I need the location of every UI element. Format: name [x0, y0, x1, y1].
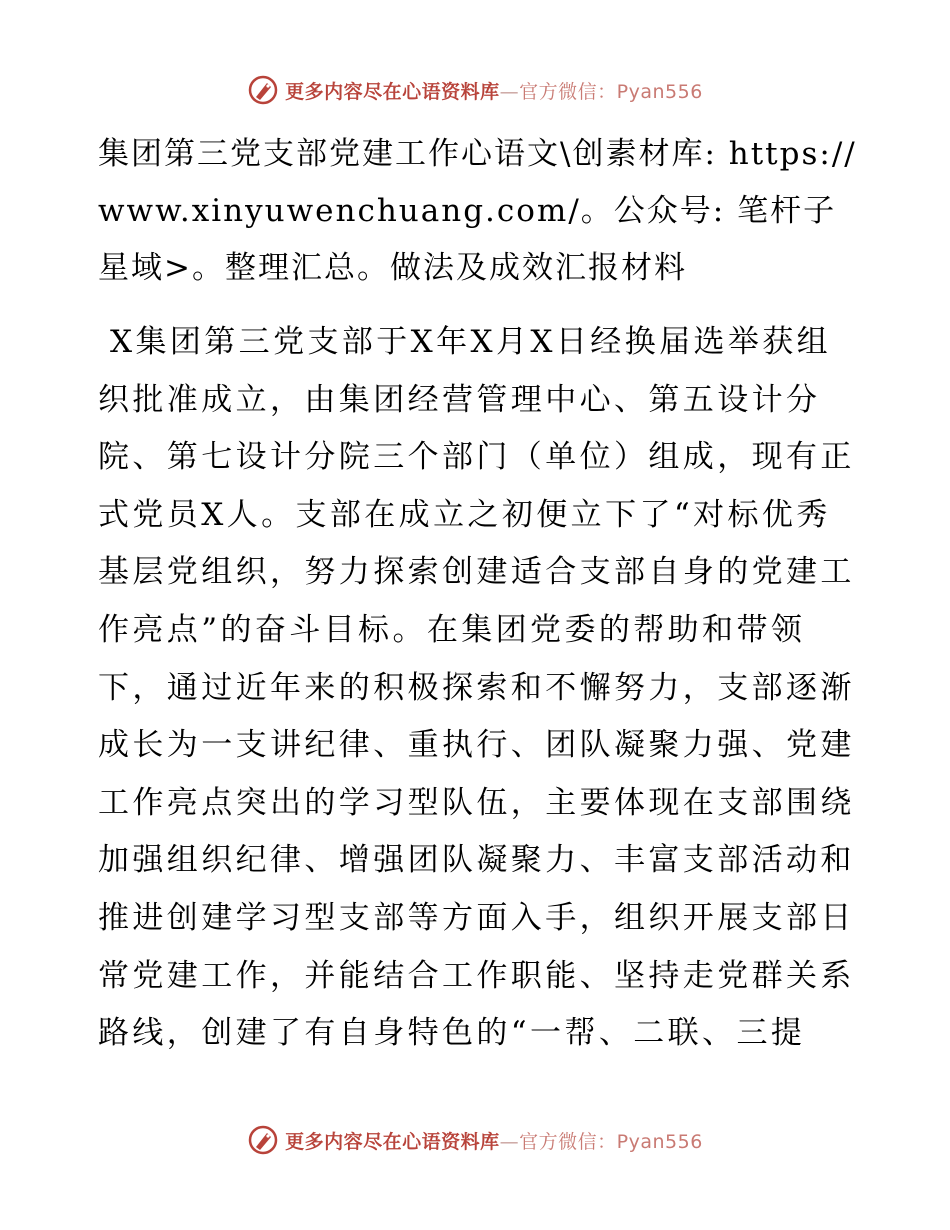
- paragraph-text: X集团第三党支部于X年X月X日经换届选举获组织批准成立，由集团经营管理中心、第五设计分院、第七设计分院三个部门（单位）组成，现有正式党员X人。支部在成立之初便立下了“对标优秀基层党组织，努力探索创建适合支部自身的党建工作亮点”的奋斗目标。在集团党委的帮助和带领下，通过近年来的积极探索和不懈努力，支部逐渐成长为一支讲纪律、重执行、团队凝聚力强、党建工作亮点突出的学习型队伍，主要体现在支部围绕加强组织纪律、增强团队凝聚力、丰富支部活动和推进创建学习型支部等方面入手，组织开展支部日常党建工作，并能结合工作职能、坚持走党群关系路线，创建了有自身特色的“一帮、二联、三提: [98, 324, 855, 1052]
- watermark-footer: [0, 1120, 950, 1160]
- pen-nib-logo-icon: [247, 74, 279, 106]
- watermark-contact: 官方微信：Pyan556: [519, 1130, 703, 1153]
- watermark-brand: 更多内容尽在心语资料库: [285, 1130, 500, 1153]
- pen-nib-logo-icon: [247, 1124, 279, 1156]
- watermark-contact: 官方微信：Pyan556: [519, 80, 703, 103]
- watermark-separator: —: [499, 80, 520, 103]
- document-title: 集团第三党支部党建工作心语文\创素材库: https://www.xinyuwenchuang.com/。公众号: 笔杆子星域>。整理汇总。做法及成效汇报材料: [98, 136, 857, 286]
- watermark-brand: 更多内容尽在心语资料库: [285, 80, 500, 103]
- watermark-text: [285, 77, 703, 104]
- watermark-separator: —: [499, 1130, 520, 1153]
- document-paragraph: [98, 314, 858, 1063]
- watermark-header: [0, 70, 950, 110]
- watermark-text: [285, 1127, 703, 1154]
